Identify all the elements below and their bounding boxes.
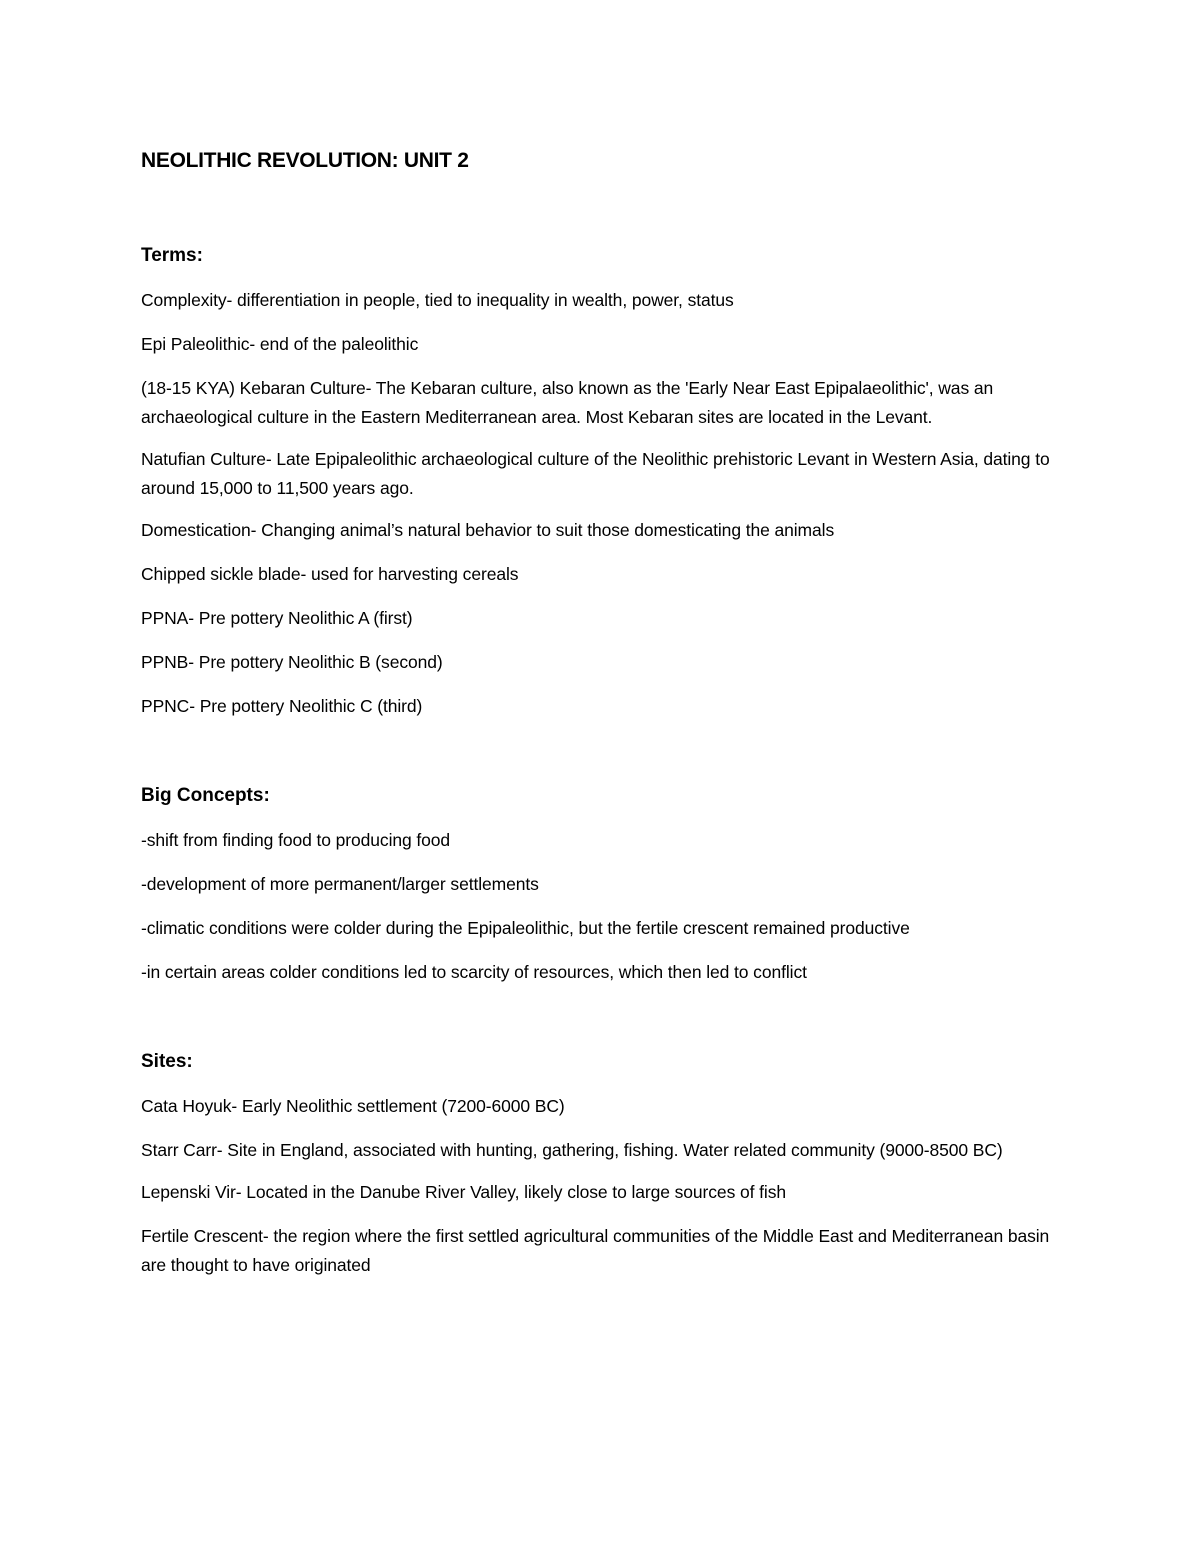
concepts-heading: Big Concepts: [141, 785, 270, 806]
term-ppnc: PPNC- Pre pottery Neolithic C (third) [141, 696, 423, 716]
term-natufian-culture: Natufian Culture- Late Epipaleolithic archaeological culture of the Neolithic prehistoric Levant in Western Asia, dating to around 15,000 to 11,500 years ago. [141, 449, 1050, 498]
sites-heading: Sites: [141, 1051, 193, 1072]
concepts-list [141, 826, 1071, 987]
concept-item: -shift from finding food to producing food [141, 830, 451, 850]
site-fertile-crescent: Fertile Crescent- the region where the first settled agricultural communities of the Middle East and Mediterranean basin are thought to have originated [141, 1226, 1050, 1275]
term-complexity: Complexity- differentiation in people, tied to inequality in wealth, power, status [141, 290, 734, 310]
concept-item: -climatic conditions were colder during the Epipaleolithic, but the fertile crescent remained productive [141, 918, 910, 938]
document-body [141, 146, 1071, 1280]
concept-item: -development of more permanent/larger settlements [141, 874, 539, 894]
term-ppnb: PPNB- Pre pottery Neolithic B (second) [141, 652, 443, 672]
site-starr-carr: Starr Carr- Site in England, associated with hunting, gathering, fishing. Water related community (9000-8500 BC) [141, 1140, 1003, 1160]
term-kebaran-culture: (18-15 KYA) Kebaran Culture- The Kebaran culture, also known as the 'Early Near East Epipalaeolithic', was an archaeological culture in the Eastern Mediterranean area. Most Kebaran sites are located in the Levant. [141, 378, 994, 427]
terms-heading: Terms: [141, 245, 203, 266]
terms-list [141, 286, 1071, 721]
term-ppna: PPNA- Pre pottery Neolithic A (first) [141, 608, 413, 628]
page-title: NEOLITHIC REVOLUTION: UNIT 2 [141, 149, 469, 172]
term-epi-paleolithic: Epi Paleolithic- end of the paleolithic [141, 334, 419, 354]
term-chipped-sickle-blade: Chipped sickle blade- used for harvesting cereals [141, 564, 519, 584]
term-domestication: Domestication- Changing animal’s natural behavior to suit those domesticating the animals [141, 520, 835, 540]
site-lepenski-vir: Lepenski Vir- Located in the Danube River Valley, likely close to large sources of fish [141, 1182, 786, 1202]
site-cata-hoyuk: Cata Hoyuk- Early Neolithic settlement (7200-6000 BC) [141, 1096, 565, 1116]
concept-item: -in certain areas colder conditions led to scarcity of resources, which then led to conflict [141, 962, 807, 982]
sites-list [141, 1092, 1071, 1280]
